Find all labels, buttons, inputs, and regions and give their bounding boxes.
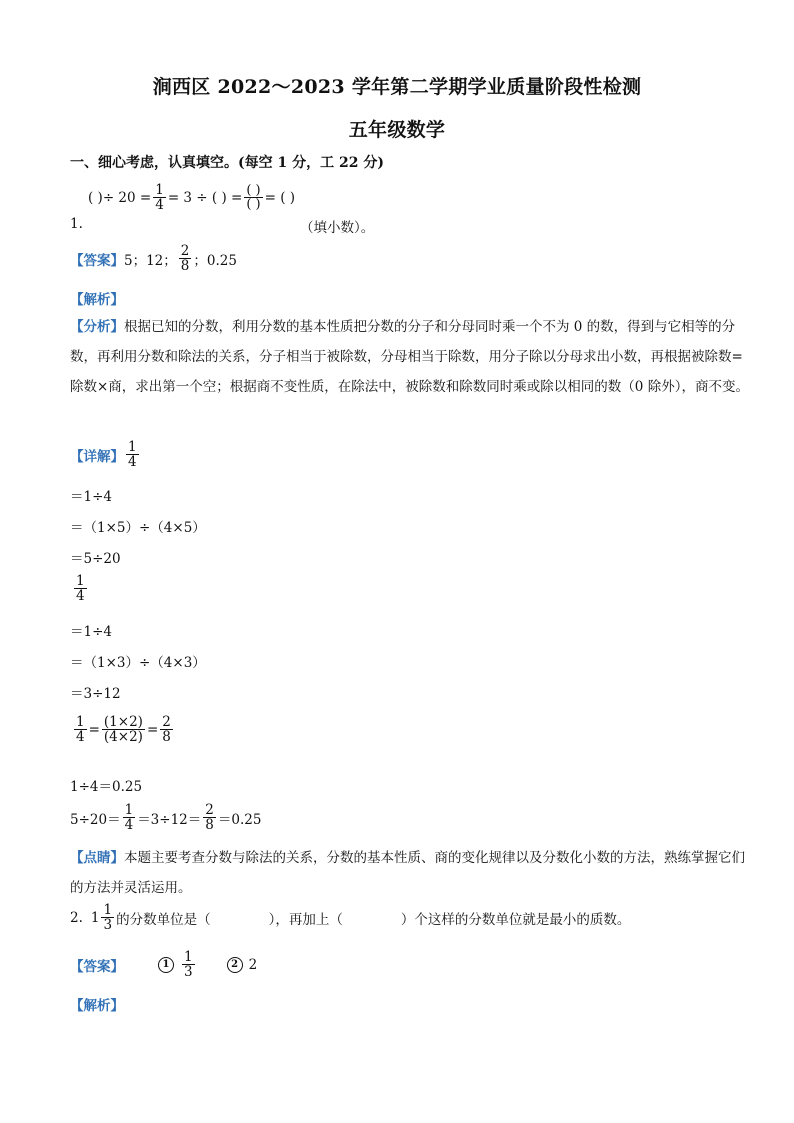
expr-part: = 3 ÷ ( ) = (167, 189, 243, 206)
fraction-numerator: 2 (205, 802, 214, 818)
fraction-denominator: 4 (76, 729, 85, 746)
fraction-numerator: 1 (128, 439, 137, 455)
question-hint: （填小数）。 (300, 220, 375, 236)
fraction (102, 715, 145, 744)
step-line: ＝1÷4 (70, 624, 112, 640)
section-heading: 一、细心考虑，认真填空。(每空 1 分，工 22 分) (70, 155, 384, 171)
answer-tag: 【答案】 (70, 958, 124, 975)
expr-part: = ( ) (264, 189, 296, 206)
answer-line-2 (70, 950, 257, 979)
fraction (74, 715, 87, 744)
step-line: ＝1÷4 (70, 489, 112, 505)
fraction-numerator: 1 (124, 802, 134, 818)
answer-line (70, 244, 237, 273)
step-line: ＝5÷20 (70, 551, 121, 567)
step-line: 1÷4＝0.25 (70, 779, 143, 795)
fraction-denominator: 3 (103, 917, 113, 934)
fraction-numerator: 1 (76, 573, 85, 589)
answer-fraction (179, 244, 192, 273)
mixed-fraction (101, 903, 114, 932)
equation-part: 5÷20＝ (70, 811, 121, 828)
fraction-denominator: 8 (180, 258, 190, 275)
analysis-text: 根据已知的分数，利用分数的基本性质把分数的分子和分母同时乘一个不为 0 的数，得到与它相等的分数，再利用分数和除法的关系，分子相当于被除数，分母相当于除数，用分子除以分母求出小数，再根据被除数=除数×商，求出第一个空；根据商不变性质，在除法中，被除数和除数同时乘或除以相同的数（0 除外），商不变。 (70, 319, 749, 395)
fraction (153, 183, 166, 212)
fraction-numerator: 2 (180, 243, 190, 259)
fraction-numerator: 1 (155, 182, 164, 198)
dianjing-text: 本题主要考查分数与除法的关系，分数的基本性质、商的变化规律以及分数化小数的方法，熟练掌握它们的方法并灵活运用。 (70, 850, 745, 896)
circled-number-2: 2 (227, 957, 243, 973)
question-2 (70, 903, 630, 932)
blank-denominator: ( ) (246, 197, 261, 213)
fraction-numerator: 1 (76, 714, 85, 730)
step-line: ＝（1×5）÷（4×5） (70, 520, 206, 536)
dianjing-tag: 【点睛】 (70, 850, 124, 866)
answer-text: ；0.25 (193, 252, 237, 269)
dianjing-paragraph (70, 843, 750, 903)
equation-part: ＝3÷12＝ (137, 811, 202, 828)
jiexi-tag: 【解析】 (70, 292, 124, 308)
analysis-paragraph (70, 312, 750, 402)
mixed-whole: 1 (90, 909, 100, 926)
question-text: ）个这样的分数单位就是最小的质数。 (400, 911, 631, 928)
equals-sign: = (146, 721, 159, 738)
question-text: 的分数单位是（ (116, 911, 211, 928)
step-fraction (72, 574, 89, 603)
fraction-denominator: (4×2) (103, 729, 143, 746)
question-text: ），再加上（ (268, 911, 343, 928)
question-number: 1. (70, 216, 83, 232)
expr-part: ( )÷ 20 = (88, 189, 152, 206)
step-line: ＝3÷12 (70, 686, 121, 702)
fraction-numerator: 2 (162, 714, 171, 730)
equation-part: ＝0.25 (217, 811, 262, 828)
answer-tag: 【答案】 (70, 252, 124, 269)
fraction-denominator: 4 (155, 197, 164, 214)
detail-line (70, 440, 141, 469)
fraction (203, 803, 216, 832)
fraction-numerator: (1×2) (103, 714, 143, 730)
fraction (123, 803, 136, 832)
blank-numerator: ( ) (246, 182, 261, 198)
fraction-denominator: 3 (184, 964, 193, 981)
page-title: 涧西区 2022～2023 学年第二学期学业质量阶段性检测 (152, 76, 642, 98)
fraction (160, 715, 173, 744)
question-expression (88, 183, 295, 212)
page-subtitle: 五年级数学 (348, 119, 446, 141)
fraction-denominator: 4 (124, 817, 134, 834)
answer-text: 5；12； (124, 252, 177, 269)
answer-value: 2 (248, 956, 258, 973)
fraction-numerator: 1 (184, 949, 193, 965)
fraction-denominator: 4 (76, 588, 85, 605)
answer-fraction (182, 950, 195, 979)
step-line: ＝（1×3）÷（4×3） (70, 655, 206, 671)
fenxi-tag: 【分析】 (70, 319, 124, 335)
equals-sign: = (88, 721, 100, 738)
question-number: 2. (70, 909, 83, 926)
circled-number-1: 1 (158, 957, 174, 973)
xiangjie-tag: 【详解】 (70, 448, 124, 465)
fraction-numerator: 1 (103, 902, 113, 918)
fraction-denominator: 8 (205, 817, 214, 834)
fraction-denominator: 4 (128, 454, 137, 471)
fraction-equation (72, 715, 175, 744)
jiexi-tag: 【解析】 (70, 998, 124, 1014)
fraction (74, 574, 87, 603)
blank-fraction (244, 184, 262, 212)
detail-fraction (126, 440, 139, 469)
final-equation (70, 803, 261, 832)
fraction-denominator: 8 (162, 729, 171, 746)
